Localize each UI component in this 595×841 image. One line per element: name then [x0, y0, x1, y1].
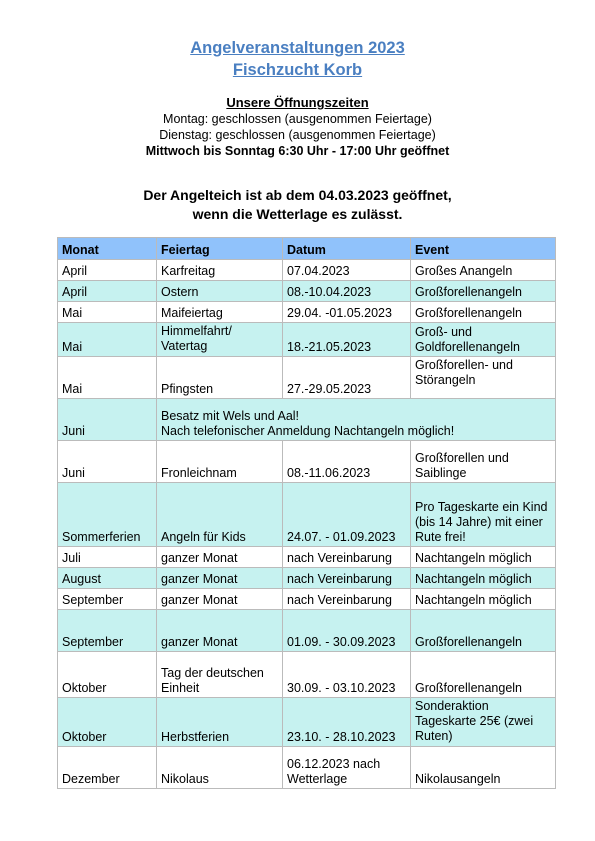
pond-notice-line-2: wenn die Wetterlage es zulässt. [192, 206, 403, 222]
table-row [58, 652, 556, 698]
table-row [58, 610, 556, 652]
table-row [58, 281, 556, 302]
cell-datum: 06.12.2023 nach Wetterlage [283, 747, 411, 789]
cell-feiertag: ganzer Monat [157, 568, 283, 589]
document-title [0, 37, 595, 81]
cell-event: Nachtangeln möglich [411, 589, 556, 610]
table-row [58, 547, 556, 568]
cell-event: Großforellenangeln [411, 281, 556, 302]
table-row [58, 357, 556, 399]
cell-datum: 23.10. - 28.10.2023 [283, 698, 411, 747]
merged-note-line-2: Nach telefonischer Anmeldung Nachtangeln möglich! [161, 424, 455, 438]
cell-monat: Mai [58, 323, 157, 357]
cell-feiertag: Tag der deutschen Einheit [157, 652, 283, 698]
cell-monat: Dezember [58, 747, 157, 789]
opening-hours-tuesday: Dienstag: geschlossen (ausgenommen Feiertage) [159, 128, 436, 142]
cell-monat: April [58, 281, 157, 302]
cell-event: Pro Tageskarte ein Kind (bis 14 Jahre) mit einer Rute frei! [411, 483, 556, 547]
table-row [58, 747, 556, 789]
cell-monat: September [58, 589, 157, 610]
cell-event: Großforellen- und Störangeln [411, 357, 556, 399]
cell-feiertag: Fronleichnam [157, 441, 283, 483]
header-monat: Monat [58, 238, 157, 260]
cell-event: Großes Anangeln [411, 260, 556, 281]
cell-monat: April [58, 260, 157, 281]
table-row [58, 260, 556, 281]
cell-event: Nachtangeln möglich [411, 568, 556, 589]
cell-datum: nach Vereinbarung [283, 547, 411, 568]
cell-monat: Juli [58, 547, 157, 568]
cell-merged-note [157, 399, 556, 441]
table-row [58, 589, 556, 610]
cell-datum: 07.04.2023 [283, 260, 411, 281]
cell-monat: Oktober [58, 652, 157, 698]
cell-event: Nachtangeln möglich [411, 547, 556, 568]
cell-datum: 29.04. -01.05.2023 [283, 302, 411, 323]
cell-feiertag: ganzer Monat [157, 589, 283, 610]
cell-feiertag: Pfingsten [157, 357, 283, 399]
table-row [58, 399, 556, 441]
events-table [57, 237, 556, 789]
table-row [58, 698, 556, 747]
title-line-1: Angelveranstaltungen 2023 [190, 39, 405, 57]
cell-event: Großforellenangeln [411, 302, 556, 323]
opening-hours-wed-sun: Mittwoch bis Sonntag 6:30 Uhr - 17:00 Uhr geöffnet [145, 144, 450, 158]
table-header-row [58, 238, 556, 260]
title-line-2: Fischzucht Korb [232, 61, 363, 79]
table-row [58, 302, 556, 323]
cell-monat: Juni [58, 399, 157, 441]
cell-datum: 27.-29.05.2023 [283, 357, 411, 399]
cell-datum: 01.09. - 30.09.2023 [283, 610, 411, 652]
header-datum: Datum [283, 238, 411, 260]
cell-event: Großforellen und Saiblinge [411, 441, 556, 483]
cell-datum: nach Vereinbarung [283, 589, 411, 610]
opening-hours [0, 95, 595, 159]
opening-hours-heading: Unsere Öffnungszeiten [226, 95, 369, 110]
table-row [58, 323, 556, 357]
cell-feiertag: Karfreitag [157, 260, 283, 281]
table-row [58, 483, 556, 547]
cell-datum: nach Vereinbarung [283, 568, 411, 589]
opening-hours-monday: Montag: geschlossen (ausgenommen Feiertage) [163, 112, 432, 126]
header-feiertag: Feiertag [157, 238, 283, 260]
cell-datum: 08.-11.06.2023 [283, 441, 411, 483]
cell-feiertag: Nikolaus [157, 747, 283, 789]
cell-datum: 08.-10.04.2023 [283, 281, 411, 302]
cell-event: Groß- und Goldforellenangeln [411, 323, 556, 357]
cell-monat: Sommerferien [58, 483, 157, 547]
cell-monat: Oktober [58, 698, 157, 747]
cell-feiertag: ganzer Monat [157, 547, 283, 568]
cell-event: Nikolausangeln [411, 747, 556, 789]
cell-monat: August [58, 568, 157, 589]
pond-notice [0, 186, 595, 224]
cell-feiertag: Angeln für Kids [157, 483, 283, 547]
cell-event: Großforellenangeln [411, 610, 556, 652]
cell-feiertag: Himmelfahrt/ Vatertag [157, 323, 283, 357]
pond-notice-line-1: Der Angelteich ist ab dem 04.03.2023 geöffnet, [143, 187, 452, 203]
cell-datum: 30.09. - 03.10.2023 [283, 652, 411, 698]
table-row [58, 568, 556, 589]
cell-feiertag: Maifeiertag [157, 302, 283, 323]
cell-monat: Juni [58, 441, 157, 483]
merged-note-line-1: Besatz mit Wels und Aal! [161, 409, 300, 423]
table-row [58, 441, 556, 483]
cell-event: Sonderaktion Tageskarte 25€ (zwei Ruten) [411, 698, 556, 747]
cell-monat: September [58, 610, 157, 652]
cell-feiertag: Herbstferien [157, 698, 283, 747]
cell-feiertag: Ostern [157, 281, 283, 302]
cell-datum: 24.07. - 01.09.2023 [283, 483, 411, 547]
cell-feiertag: ganzer Monat [157, 610, 283, 652]
cell-event: Großforellenangeln [411, 652, 556, 698]
header-event: Event [411, 238, 556, 260]
cell-monat: Mai [58, 357, 157, 399]
cell-datum: 18.-21.05.2023 [283, 323, 411, 357]
cell-monat: Mai [58, 302, 157, 323]
